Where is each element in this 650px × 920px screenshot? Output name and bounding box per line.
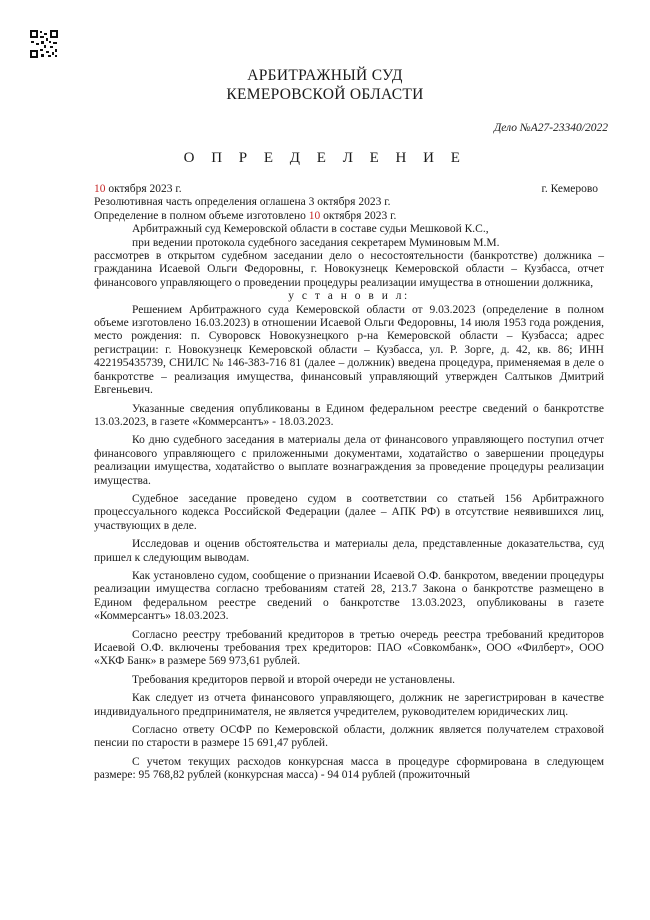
- paragraph: Решением Арбитражного суда Кемеровской области от 9.03.2023 (определение в полном объеме изготовлено 16.03.2023) в отношении Исаевой Ольги Федоровны, 14 июля 1953 года рождения, место рождения: п. Суворовск Новокузнецкого р-на Кемеровской области – Кузбасса; адрес регистрации: г. Новокузнецк Кемеровской области – Кузбасса, ул. Р. Зорге, д. 42, кв. 86; ИНН 422195435739, СНИЛС № 146-383-716 81 (далее – должник) введена процедура, применяемая в деле о банкротстве – реализация имущества, финансовый управляющий утвержден Салтыков Дмитрий Евгеньевич.: [94, 303, 604, 397]
- court-name: [0, 66, 650, 104]
- paragraph: Как установлено судом, сообщение о признании Исаевой О.Ф. банкротом, введении процедуры реализации имущества согласно требованиям статей 28, 213.7 Закона о банкротстве размещено в Едином федеральном реестре сведений о банкротстве 13.03.2023, опубликованы в газете «Коммерсантъ» 18.03.2023.: [94, 569, 604, 623]
- paragraph: Исследовав и оценив обстоятельства и материалы дела, представленные доказательства, суд пришел к следующим выводам.: [94, 538, 604, 564]
- paragraph: С учетом текущих расходов конкурсная масса в процедуре сформирована в следующем размере: 95 768,82 рублей (конкурсная масса) - 94 014 рублей (прожиточный: [94, 755, 604, 782]
- full-text-day: 10: [308, 209, 321, 222]
- qr-code: [30, 30, 58, 58]
- paragraph: Ко дню судебного заседания в материалы дела от финансового управляющего поступил отчет финансового управляющего с приложенными документами, ходатайство о завершении процедуры реализации имущества, ходатайство о выплате вознаграждения за проведение процедуры реализации имущества.: [94, 434, 604, 487]
- court-name-line2: КЕМЕРОВСКОЙ ОБЛАСТИ: [226, 86, 424, 103]
- paragraph: Указанные сведения опубликованы в Едином федеральном реестре сведений о банкротстве 13.03.2023, в газете «Коммерсантъ» - 18.03.2023.: [94, 402, 604, 428]
- section-heading: у с т а н о в и л:: [288, 290, 410, 303]
- paragraph: Согласно ответу ОСФР по Кемеровской области, должник является получателем страховой пенсии по старости в размере 15 691,47 рублей.: [94, 724, 604, 750]
- paragraph: Согласно реестру требований кредиторов в третью очередь реестра требований кредиторов Исаевой О.Ф. включены требования трех кредиторов: ПАО «Совкомбанк», ООО «Филберт», ООО «ХКФ Банк» в размере 569 973,61 рублей.: [94, 628, 604, 668]
- case-number: Дело №А27-23340/2022: [493, 122, 608, 134]
- resolution-line: Резолютивная часть определения оглашена 3 октября 2023 г.: [94, 196, 391, 209]
- full-text-line: [94, 210, 604, 223]
- city: г. Кемерово: [541, 183, 598, 195]
- court-name-line1: АРБИТРАЖНЫЙ СУД: [247, 67, 403, 84]
- intro-paragraph-1: Арбитражный суд Кемеровской области в составе судьи Мешковой К.С.,: [132, 223, 489, 236]
- document-type-title: О П Р Е Д Е Л Е Н И Е: [183, 150, 467, 166]
- decision-date: [94, 183, 182, 196]
- decision-date-day: 10: [94, 183, 106, 195]
- full-text-before: Определение в полном объеме изготовлено: [94, 209, 309, 222]
- decision-date-rest: октября 2023 г.: [105, 183, 182, 195]
- date-city-row: [94, 183, 604, 196]
- intro-paragraph-2: при ведении протокола судебного заседания секретарем Муминовым М.М.: [132, 236, 500, 249]
- paragraph: Требования кредиторов первой и второй очереди не установлены.: [132, 673, 456, 686]
- intro-paragraph-3: рассмотрев в открытом судебном заседании дело о несостоятельности (банкротстве) должника – гражданина Исаевой Ольги Федоровны, г. Новокузнецк Кемеровской области – Кузбасса, отчет финансового управляющего о проведении процедуры реализации имущества в отношении должника,: [94, 250, 604, 289]
- document-body: [94, 183, 604, 783]
- paragraph: Судебное заседание проведено судом в соответствии со статьей 156 Арбитражного процессуального кодекса Российской Федерации (далее – АПК РФ) в отсутствие неявившихся лиц, участвующих в деле.: [94, 492, 604, 532]
- paragraph: Как следует из отчета финансового управляющего, должник не зарегистрирован в качестве индивидуального предпринимателя, не является учредителем, руководителем юридических лиц.: [94, 692, 604, 718]
- full-text-after: октября 2023 г.: [320, 209, 397, 222]
